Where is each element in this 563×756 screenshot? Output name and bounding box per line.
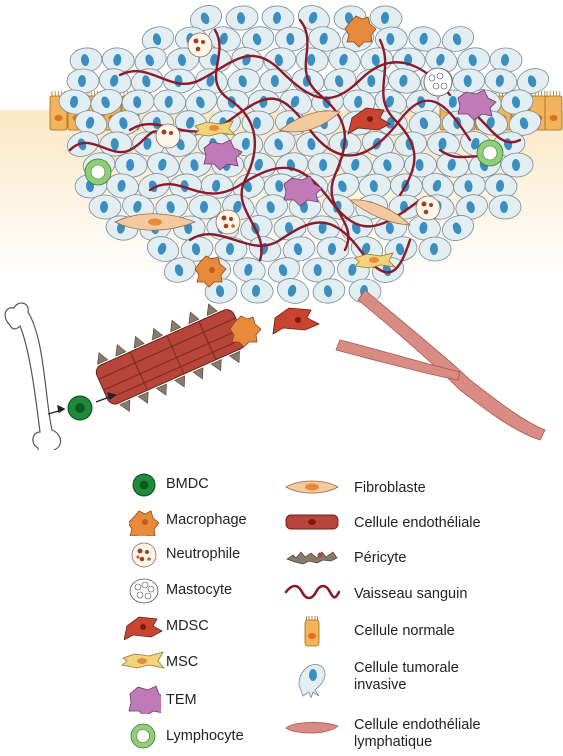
normal-cell [545, 91, 562, 130]
lymphatic-vessel [336, 290, 545, 440]
legend-label: Mastocyte [166, 582, 233, 598]
invasive-tumor-cell-icon [295, 660, 329, 698]
endothelial-cell-icon [284, 512, 340, 532]
legend-label: Cellule tumorale invasive [354, 660, 459, 693]
legend-label: MDSC [166, 618, 209, 634]
legend-label: Cellule normale [354, 623, 455, 639]
lymphocyte-icon [129, 722, 157, 750]
msc-icon [120, 650, 166, 674]
bmdc-icon [131, 472, 157, 498]
blood-vessel-sprout [89, 296, 253, 417]
bmdc-cell [68, 396, 92, 420]
legend-label: MSC [166, 654, 199, 670]
pericyte-icon [284, 545, 340, 565]
legend-label: Cellule endothéliale [354, 515, 481, 531]
macrophage-icon [129, 506, 159, 536]
bone [5, 303, 61, 450]
legend-label: Cellule endothéliale lymphatique [354, 717, 481, 750]
tem-icon [127, 684, 161, 714]
tumor-cell [489, 195, 521, 220]
legend-label: Vaisseau sanguin [354, 586, 468, 602]
lymphatic-endothelial-cell-icon [284, 718, 340, 738]
blood-vessel-icon [284, 580, 340, 602]
tumor-cell [489, 47, 522, 73]
legend-label: Fibroblaste [354, 480, 426, 496]
legend-label: Lymphocyte [166, 728, 244, 744]
normal-cell-icon [302, 614, 322, 648]
legend-label: TEM [166, 692, 197, 708]
tumor-cell [419, 237, 451, 262]
legend-label: Péricyte [354, 550, 407, 566]
fibroblast-icon [284, 478, 340, 496]
mdsc-icon [124, 614, 164, 640]
legend-label: Neutrophile [166, 546, 241, 562]
mastocyte-icon [129, 576, 159, 606]
tumor-cell [240, 278, 274, 304]
legend-label: BMDC [166, 476, 209, 492]
legend-label: Macrophage [166, 512, 247, 528]
neutrophile-icon [130, 541, 158, 569]
